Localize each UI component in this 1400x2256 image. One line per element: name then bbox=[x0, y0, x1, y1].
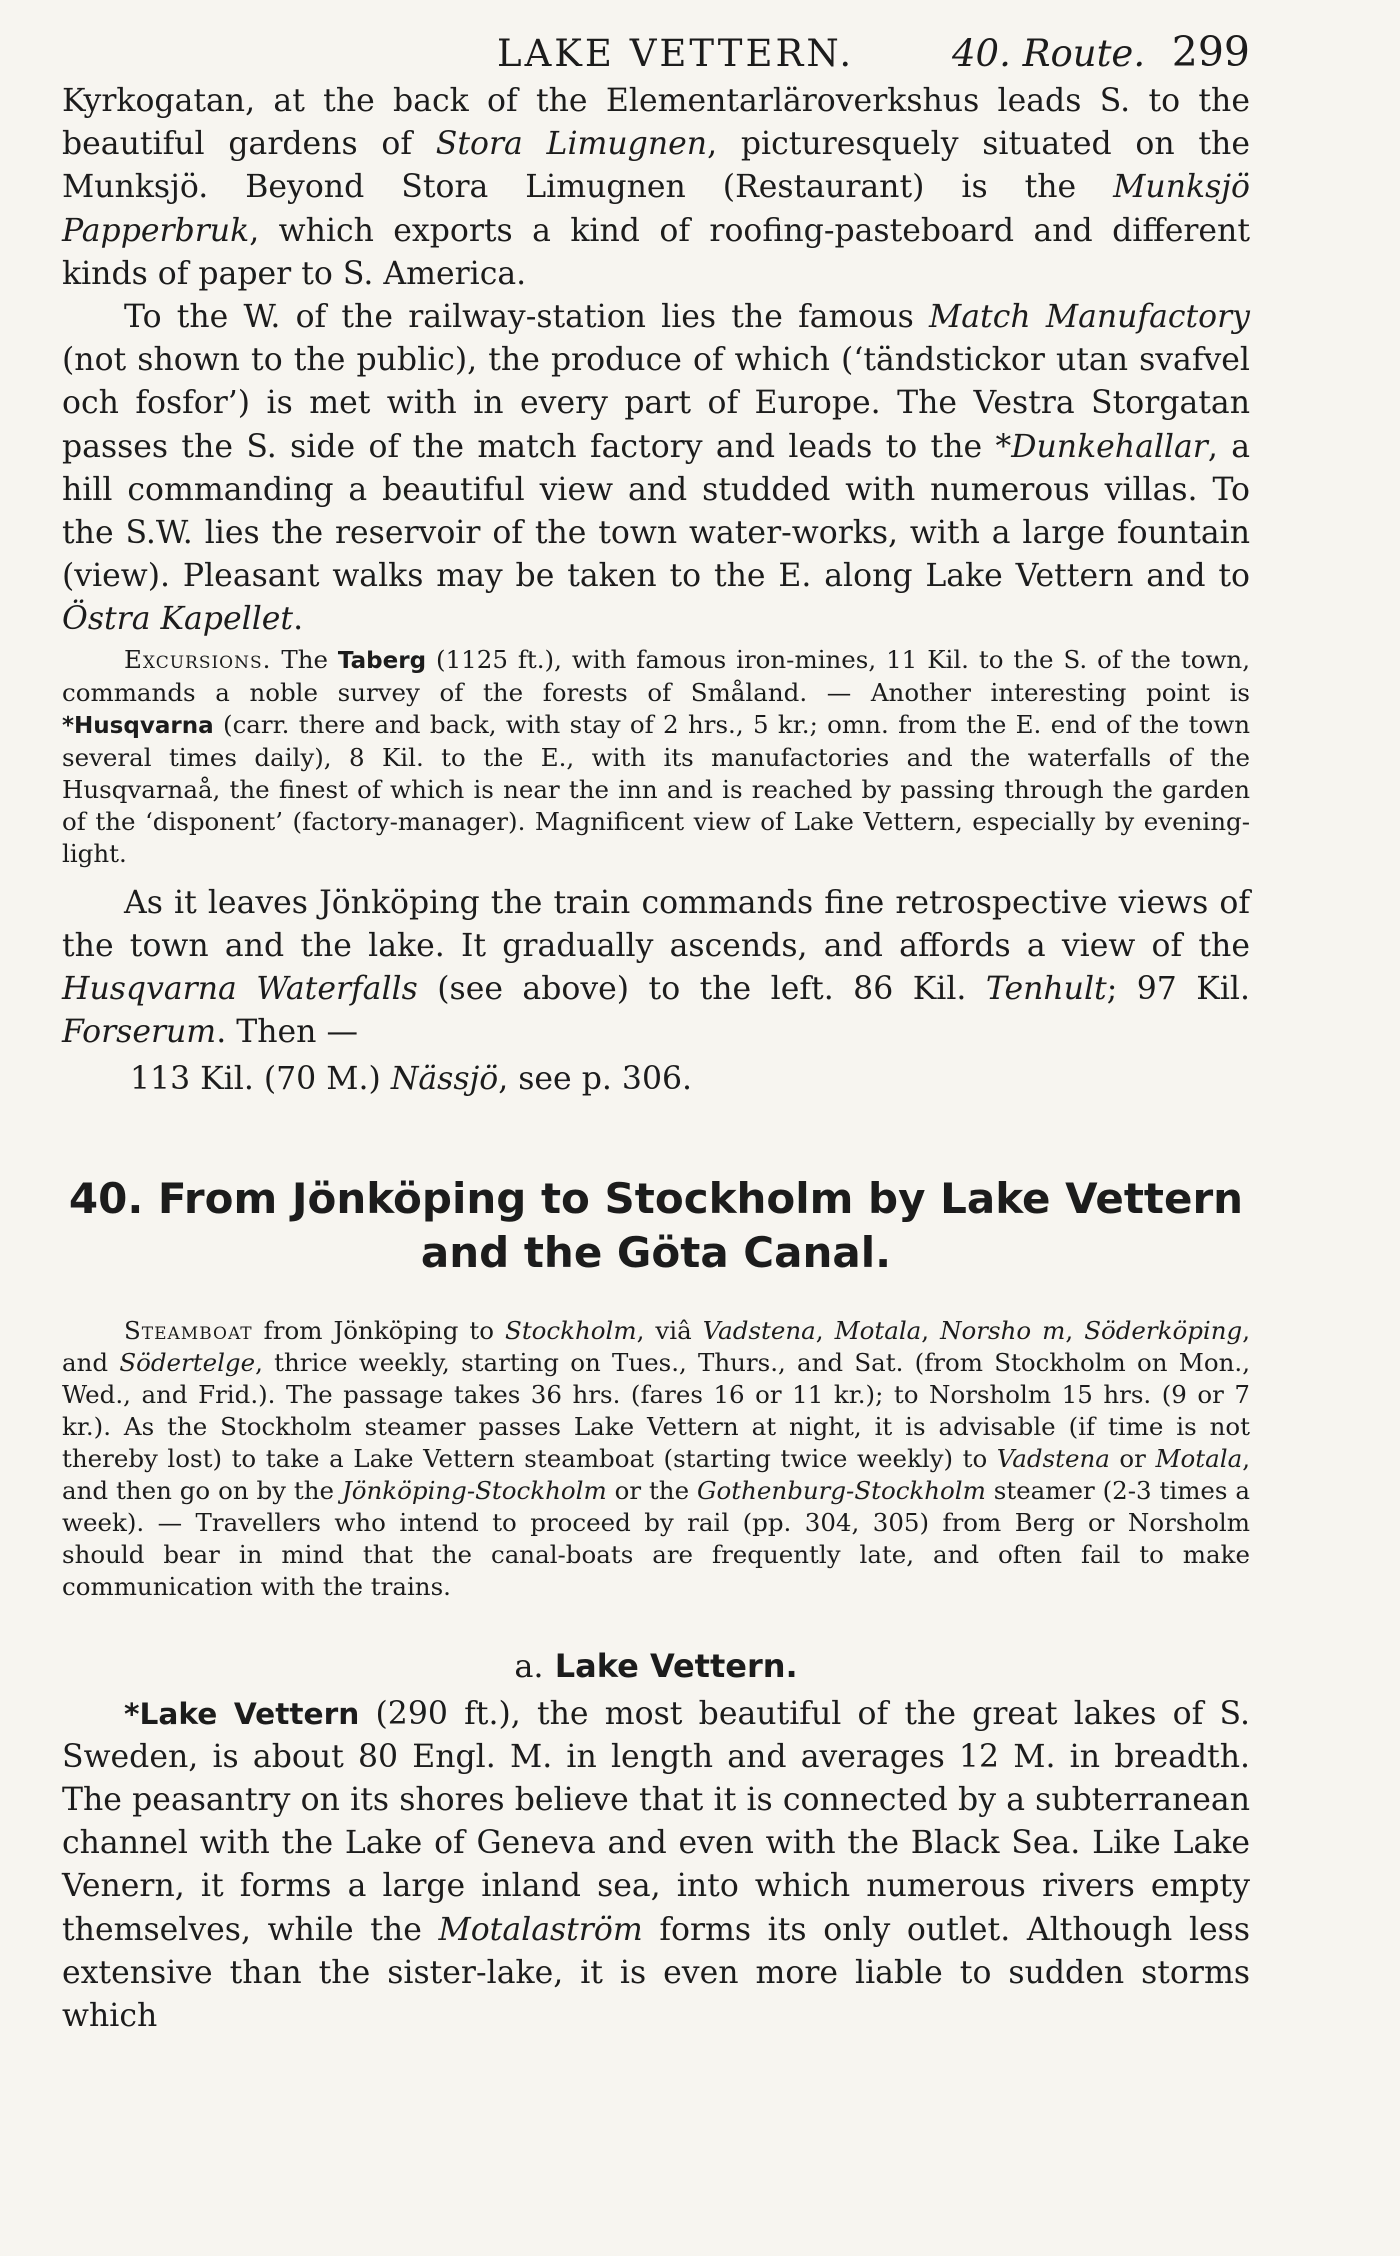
text-run: or the bbox=[606, 1475, 697, 1505]
place-name: Motala bbox=[1155, 1443, 1243, 1473]
place-name: Söderköping bbox=[1084, 1315, 1243, 1345]
place-name: Motala bbox=[834, 1315, 922, 1345]
text-run: steamer (2-3 times a week). — Travellers who intend to proceed by rail (pp. 304, 305) from Berg or Norsholm should bear in mind that the canal-boats are frequently late, and often fail to make communication with the trains. bbox=[62, 1475, 1251, 1601]
paragraph-lake-vettern bbox=[62, 1693, 1250, 2039]
highlight-term: Taberg bbox=[337, 647, 427, 674]
text-run: , bbox=[1065, 1315, 1085, 1345]
excursions-label: Excursions. bbox=[124, 644, 272, 674]
text-run: (not shown to the public), the produce of which (‘tändstickor utan svafvel och fosfor’) is met with in every part of Europe. The Vestra Storgatan passes the S. side of the match factory and leads to the bbox=[62, 342, 1250, 465]
text-run: , see p. 306. bbox=[498, 1061, 693, 1098]
place-name: Motalaström bbox=[438, 1911, 643, 1948]
text-run: forms its only outlet. Although less extensive than the sister-lake, it is even more liable to sudden storms which bbox=[62, 1911, 1251, 2034]
place-name: Stockholm bbox=[505, 1315, 637, 1345]
highlight-term: *Lake Vettern bbox=[124, 1696, 360, 1731]
text-run: , bbox=[815, 1315, 835, 1345]
paragraph-train bbox=[62, 882, 1250, 1055]
text-run: , which exports a kind of roofing-pasteboard and different kinds of paper to S. America. bbox=[62, 212, 1250, 292]
paragraph-excursions bbox=[62, 644, 1250, 870]
text-run: (290 ft.), the most beautiful of the great lakes of S. Sweden, is about 80 Engl. M. in length and averages 12 M. in breadth. The peasantry on its shores believe that it is connected by a subterranean channel with the Lake of Geneva and even with the Black Sea. Like Lake Venern, it forms a large inland sea, into which numerous rivers empty themselves, while the bbox=[62, 1695, 1250, 1948]
text-run: , viâ bbox=[636, 1315, 703, 1345]
text-run: , thrice weekly, starting on Tues., Thurs., and Sat. (from Stockholm on Mon., Wed., and Frid.). The passage takes 36 hrs. (fares 16 or 11 kr.); to Norsholm 15 hrs. (9 or 7 kr.). As the Stockholm steamer passes Lake Vettern at night, it is advisable (if time is not thereby lost) to take a Lake Vettern steamboat (starting twice weekly) to bbox=[62, 1347, 1250, 1473]
text-run: To the W. of the railway-station lies the famous bbox=[124, 299, 929, 336]
text-run: ; 97 Kil. bbox=[1106, 971, 1250, 1008]
paragraph-nassjo bbox=[62, 1058, 1250, 1101]
place-name: Gothenburg-Stockholm bbox=[696, 1475, 986, 1505]
page-number: 299 bbox=[1171, 28, 1250, 76]
text-run: or bbox=[1109, 1443, 1156, 1473]
subsection-title: Lake Vettern. bbox=[543, 1646, 798, 1685]
highlight-term: *Husqvarna bbox=[62, 712, 214, 739]
text-run: (see above) to the left. 86 Kil. bbox=[417, 971, 986, 1008]
paragraph-match-factory bbox=[62, 296, 1250, 642]
place-name: Södertelge bbox=[119, 1347, 256, 1377]
running-head bbox=[62, 28, 1250, 80]
steamboat-label: Steamboat bbox=[124, 1315, 253, 1345]
text-run: , and bbox=[62, 1315, 1250, 1377]
place-name: Vadstena bbox=[996, 1443, 1110, 1473]
text-run: , and then go on by the bbox=[62, 1443, 1250, 1505]
text-run: Kyrkogatan, at the back of the Elementarläroverkshus leads S. to the beautiful gardens of bbox=[62, 83, 1250, 163]
place-name: Munksjö Papperbruk bbox=[62, 169, 1250, 249]
text-run: , picturesquely situated on the Munksjö. Beyond Stora Limugnen (Restaurant) is the bbox=[62, 126, 1250, 206]
text-run: . bbox=[293, 601, 304, 638]
place-name: Husqvarna Waterfalls bbox=[62, 971, 418, 1008]
text-run: . Then — bbox=[216, 1014, 358, 1051]
subsection-letter: a. bbox=[514, 1646, 544, 1685]
text-run: , bbox=[921, 1315, 941, 1345]
running-title: LAKE VETTERN. bbox=[497, 32, 855, 75]
text-run: As it leaves Jönköping the train commands fine retrospective views of the town and the lake. It gradually ascends, and affords a view of the bbox=[62, 884, 1250, 964]
route-label: 40. Route. bbox=[952, 32, 1146, 75]
section-heading: 40. From Jönköping to Stockholm by Lake Vettern and the Göta Canal. bbox=[68, 1173, 1244, 1277]
text-run: , a hill commanding a beautiful view and studded with numerous villas. To the S.W. lies the reservoir of the town water-works, with a large fountain (view). Pleasant walks may be taken to the E. along Lake Vettern and to bbox=[62, 428, 1250, 595]
place-name: Jönköping-Stockholm bbox=[341, 1475, 607, 1505]
text-run: (1125 ft.), with famous iron-mines, 11 Kil. to the S. of the town, commands a noble survey of the forests of Småland. — Another interesting point is bbox=[62, 644, 1250, 707]
text-run: (carr. there and back, with stay of 2 hrs., 5 kr.; omn. from the E. end of the town several times daily), 8 Kil. to the E., with its manufactories and the waterfalls of the Husqvarnaå, the finest of which is near the inn and is reached by passing through the garden of the ‘disponent’ (factory-manager). Magnificent view of Lake Vettern, especially by evening-light. bbox=[62, 709, 1250, 868]
text-run: 113 Kil. (70 M.) bbox=[130, 1061, 391, 1098]
text-run: The bbox=[271, 644, 338, 674]
place-name: Forserum bbox=[62, 1014, 217, 1051]
place-name: Tenhult bbox=[985, 971, 1107, 1008]
place-name: Match Manufactory bbox=[929, 299, 1250, 336]
place-name: *Dunkehallar bbox=[995, 428, 1208, 465]
subsection-heading bbox=[62, 1647, 1250, 1685]
place-name: Östra Kapellet bbox=[62, 601, 294, 638]
place-name: Norsho m bbox=[940, 1315, 1066, 1345]
place-name: Nässjö bbox=[390, 1061, 499, 1098]
paragraph-gardens bbox=[62, 80, 1250, 296]
paragraph-steamboat bbox=[62, 1315, 1250, 1603]
place-name: Vadstena bbox=[702, 1315, 816, 1345]
place-name: Stora Limugnen bbox=[435, 126, 708, 163]
text-run: from Jönköping to bbox=[252, 1315, 506, 1345]
